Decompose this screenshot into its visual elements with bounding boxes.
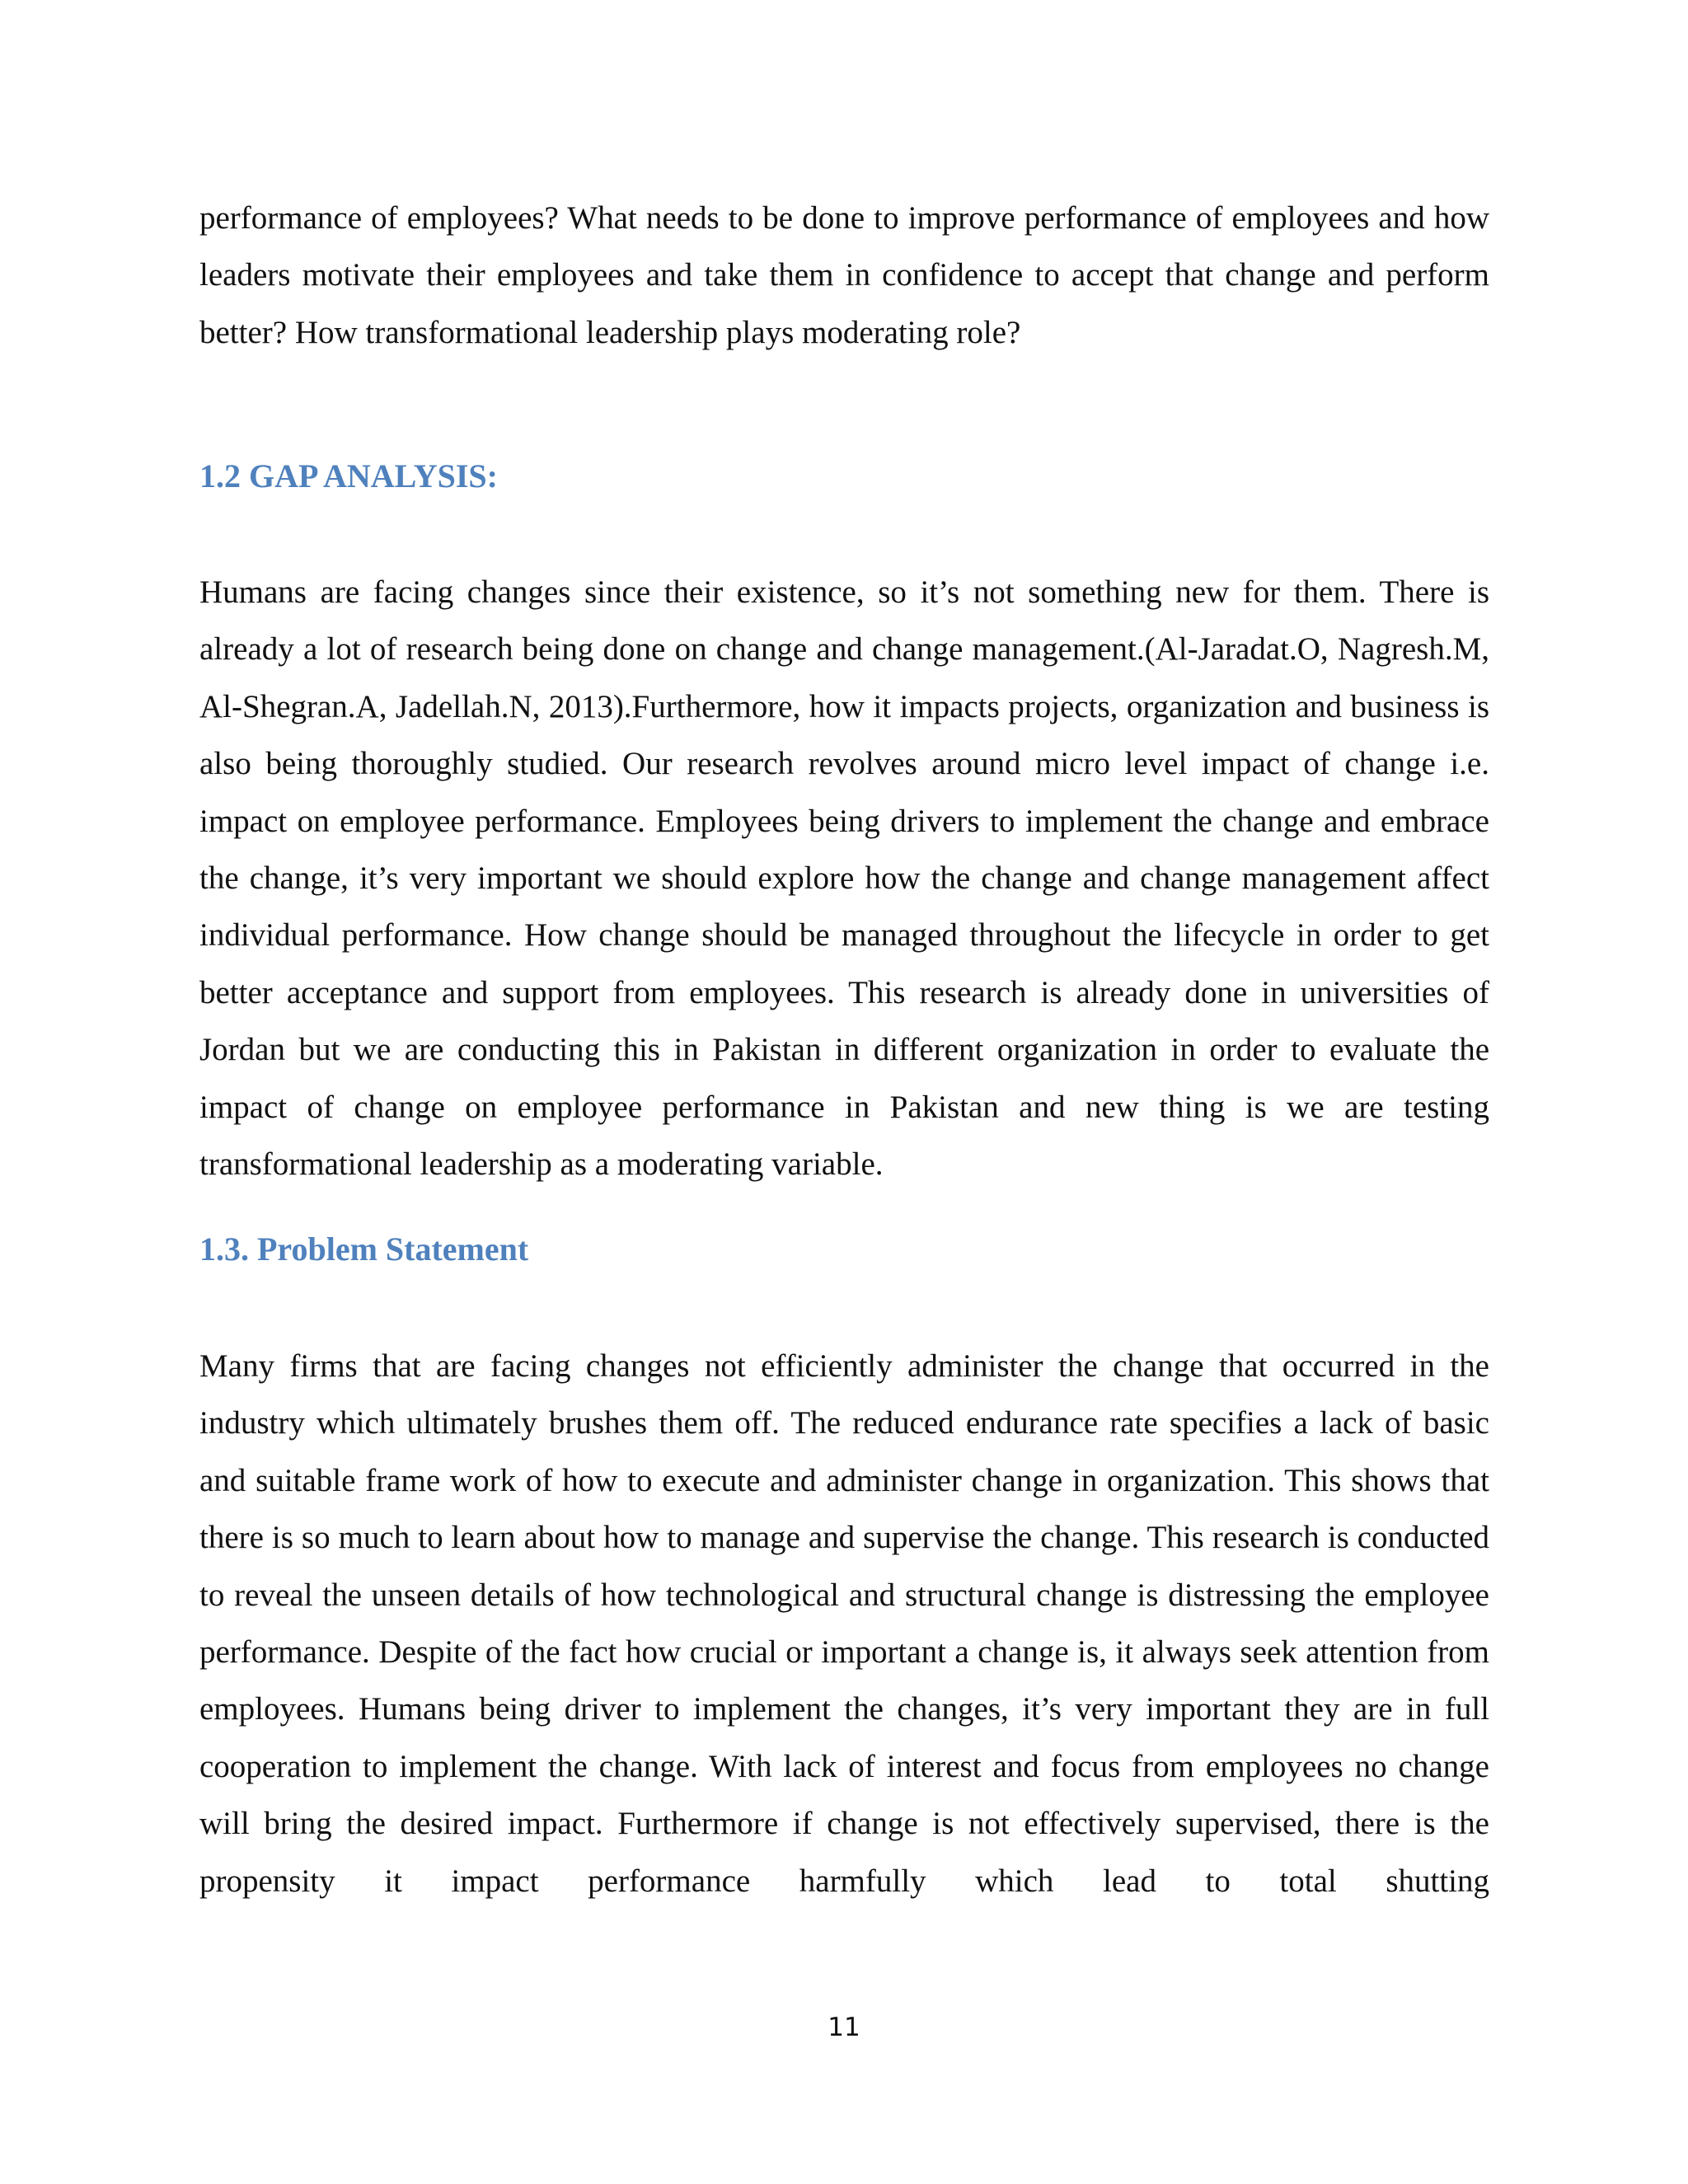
problem-statement-heading: 1.3. Problem Statement: [199, 1230, 529, 1268]
problem-statement-paragraph: Many firms that are facing changes not efficiently administer the change that occurred in the industry which ultimately brushes them off. The reduced endurance rate specifies a lack of basic and suitable frame work of how to execute and administer change in organization. This shows that there is so much to learn about how to manage and supervise the change. This research is conducted to reveal the unseen details of how technological and structural change is distressing the employee performance. Despite of the fact how crucial or important a change is, it always seek attention from employees. Humans being driver to implement the changes, it’s very important they are in full cooperation to implement the change. With lack of interest and focus from employees no change will bring the desired impact. Furthermore if change is not effectively supervised, there is the propensity it impact performance harmfully which lead to total shutting: [199, 1348, 1489, 1899]
intro-paragraph: performance of employees? What needs to be done to improve performance of employees and how leaders motivate their employees and take them in confidence to accept that change and perform better? How transformational leadership plays moderating role?: [199, 200, 1489, 350]
page-number: 11: [828, 2013, 860, 2042]
gap-analysis-heading: 1.2 GAP ANALYSIS:: [199, 457, 498, 494]
gap-analysis-paragraph: Humans are facing changes since their existence, so it’s not something new for them. There is already a lot of research being done on change and change management.(Al-Jaradat.O, Nagresh.M, Al-Shegran.A, Jadellah.N, 2013).Furthermore, how it impacts projects, organization and business is also being thoroughly studied. Our research revolves around micro level impact of change i.e. impact on employee performance. Employees being drivers to implement the change and embrace the change, it’s very important we should explore how the change and change management affect individual performance. How change should be managed throughout the lifecycle in order to get better acceptance and support from employees. This research is already done in universities of Jordan but we are conducting this in Pakistan in different organization in order to evaluate the impact of change on employee performance in Pakistan and new thing is we are testing transformational leadership as a moderating variable.: [199, 574, 1489, 1183]
